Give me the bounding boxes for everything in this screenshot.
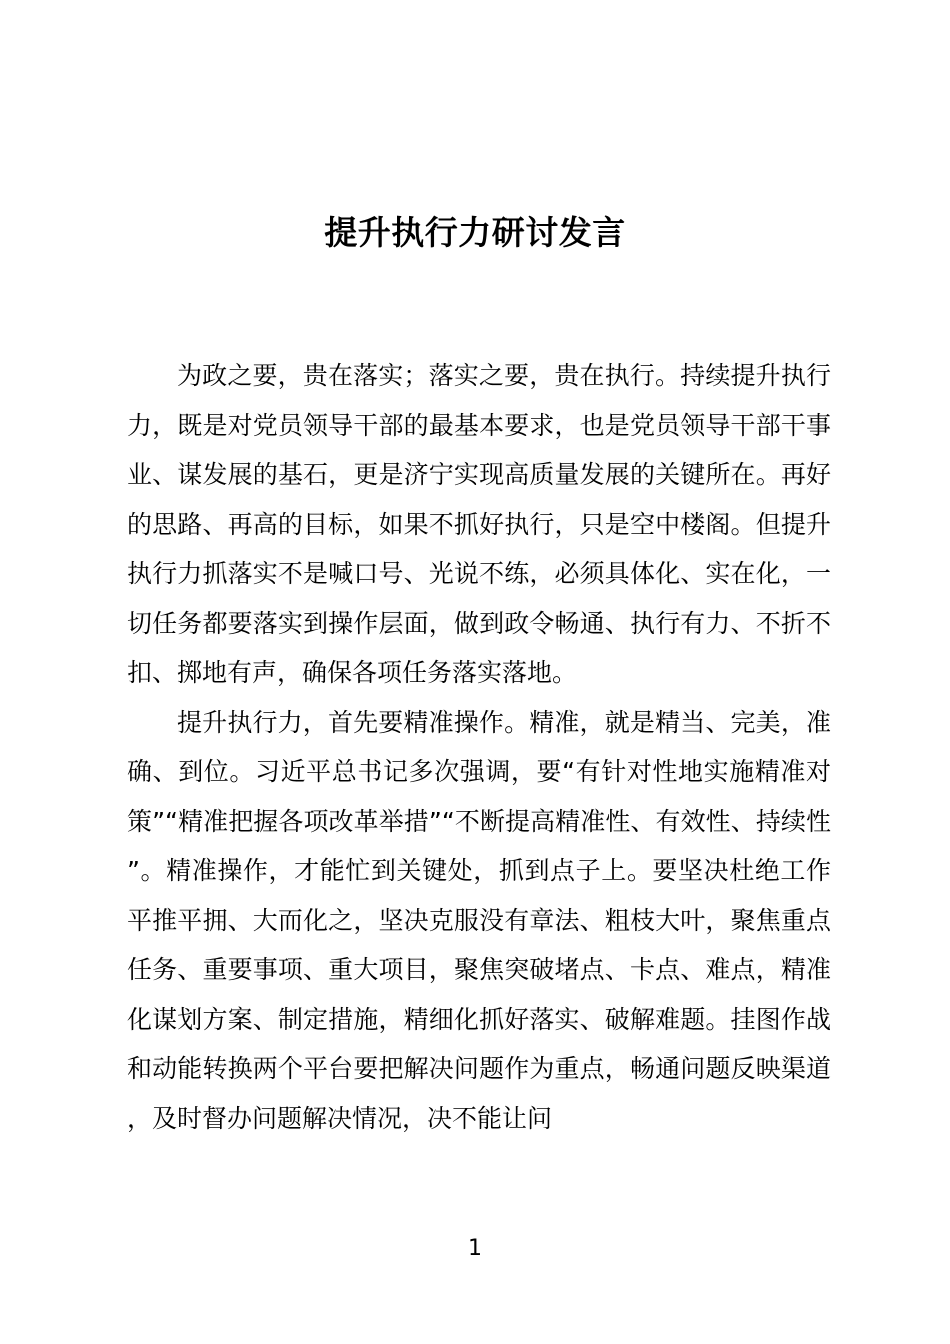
document-title: 提升执行力研讨发言 bbox=[324, 213, 626, 252]
document-body bbox=[127, 351, 831, 1143]
page-number: 1 bbox=[468, 1236, 482, 1261]
paragraph-2: 提升执行力，首先要精准操作。精准，就是精当、完美，准确、到位。习近平总书记多次强调，要“有针对性地实施精准对策”“精准把握各项改革举措”“不断提高精准性、有效性、持续性”。精准操作，才能忙到关键处，抓到点子上。要坚决杜绝工作平推平拥、大而化之，坚决克服没有章法、粗枝大叶，聚焦重点任务、重要事项、重大项目，聚焦突破堵点、卡点、难点，精准化谋划方案、制定措施，精细化抓好落实、破解难题。挂图作战和动能转换两个平台要把解决问题作为重点，畅通问题反映渠道，及时督办问题解决情况，决不能让问 bbox=[127, 707, 831, 1133]
paragraph-1: 为政之要，贵在落实；落实之要，贵在执行。持续提升执行力，既是对党员领导干部的最基本要求，也是党员领导干部干事业、谋发展的基石，更是济宁实现高质量发展的关键所在。再好的思路、再高的目标，如果不抓好执行，只是空中楼阁。但提升执行力抓落实不是喊口号、光说不练，必须具体化、实在化，一切任务都要落实到操作层面，做到政令畅通、执行有力、不折不扣、掷地有声，确保各项任务落实落地。 bbox=[127, 361, 831, 687]
